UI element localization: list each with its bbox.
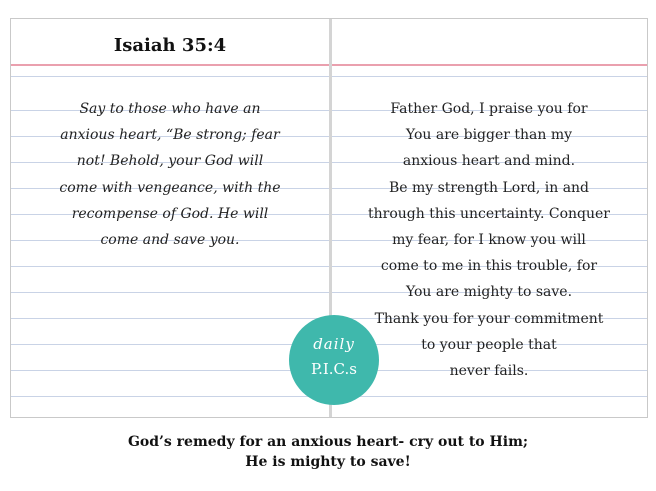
- prayer-line: Be my strength Lord, in and: [388, 179, 590, 196]
- logo-main-text: P.I.C.s: [311, 360, 357, 378]
- caption-line: God’s remedy for an anxious heart- cry out to Him;: [127, 434, 529, 450]
- prayer-line: never fails.: [449, 363, 529, 380]
- verse-line: come with vengeance, with the: [59, 179, 281, 196]
- prayer-line: to your people that: [421, 336, 557, 353]
- logo-script-text: daily: [313, 335, 355, 353]
- prayer-line: Father God, I praise you for: [390, 101, 588, 117]
- verse-line: not! Behold, your God will: [76, 153, 264, 170]
- prayer-line: come to me in this trouble, for: [380, 258, 598, 275]
- caption-line: He is mighty to save!: [245, 454, 411, 470]
- prayer-line: You are mighty to save.: [405, 284, 573, 301]
- verse-line: recompense of God. He will: [71, 205, 269, 222]
- prayer-line: You are bigger than my: [405, 127, 573, 144]
- journal-card: [10, 18, 648, 418]
- prayer-line: my fear, for I know you will: [392, 232, 586, 249]
- verse-line: anxious heart, “Be strong; fear: [60, 127, 280, 144]
- verse-reference-title: Isaiah 35:4: [113, 35, 227, 56]
- prayer-text: [337, 96, 641, 384]
- prayer-line: Thank you for your commitment: [374, 310, 604, 327]
- prayer-line: anxious heart and mind.: [402, 153, 576, 170]
- scripture-verse: [21, 96, 319, 253]
- verse-line: Say to those who have an: [79, 101, 261, 117]
- caption: [0, 432, 656, 472]
- verse-line: come and save you.: [100, 232, 240, 249]
- prayer-line: through this uncertainty. Conquer: [368, 205, 610, 222]
- daily-pics-logo: [289, 315, 379, 405]
